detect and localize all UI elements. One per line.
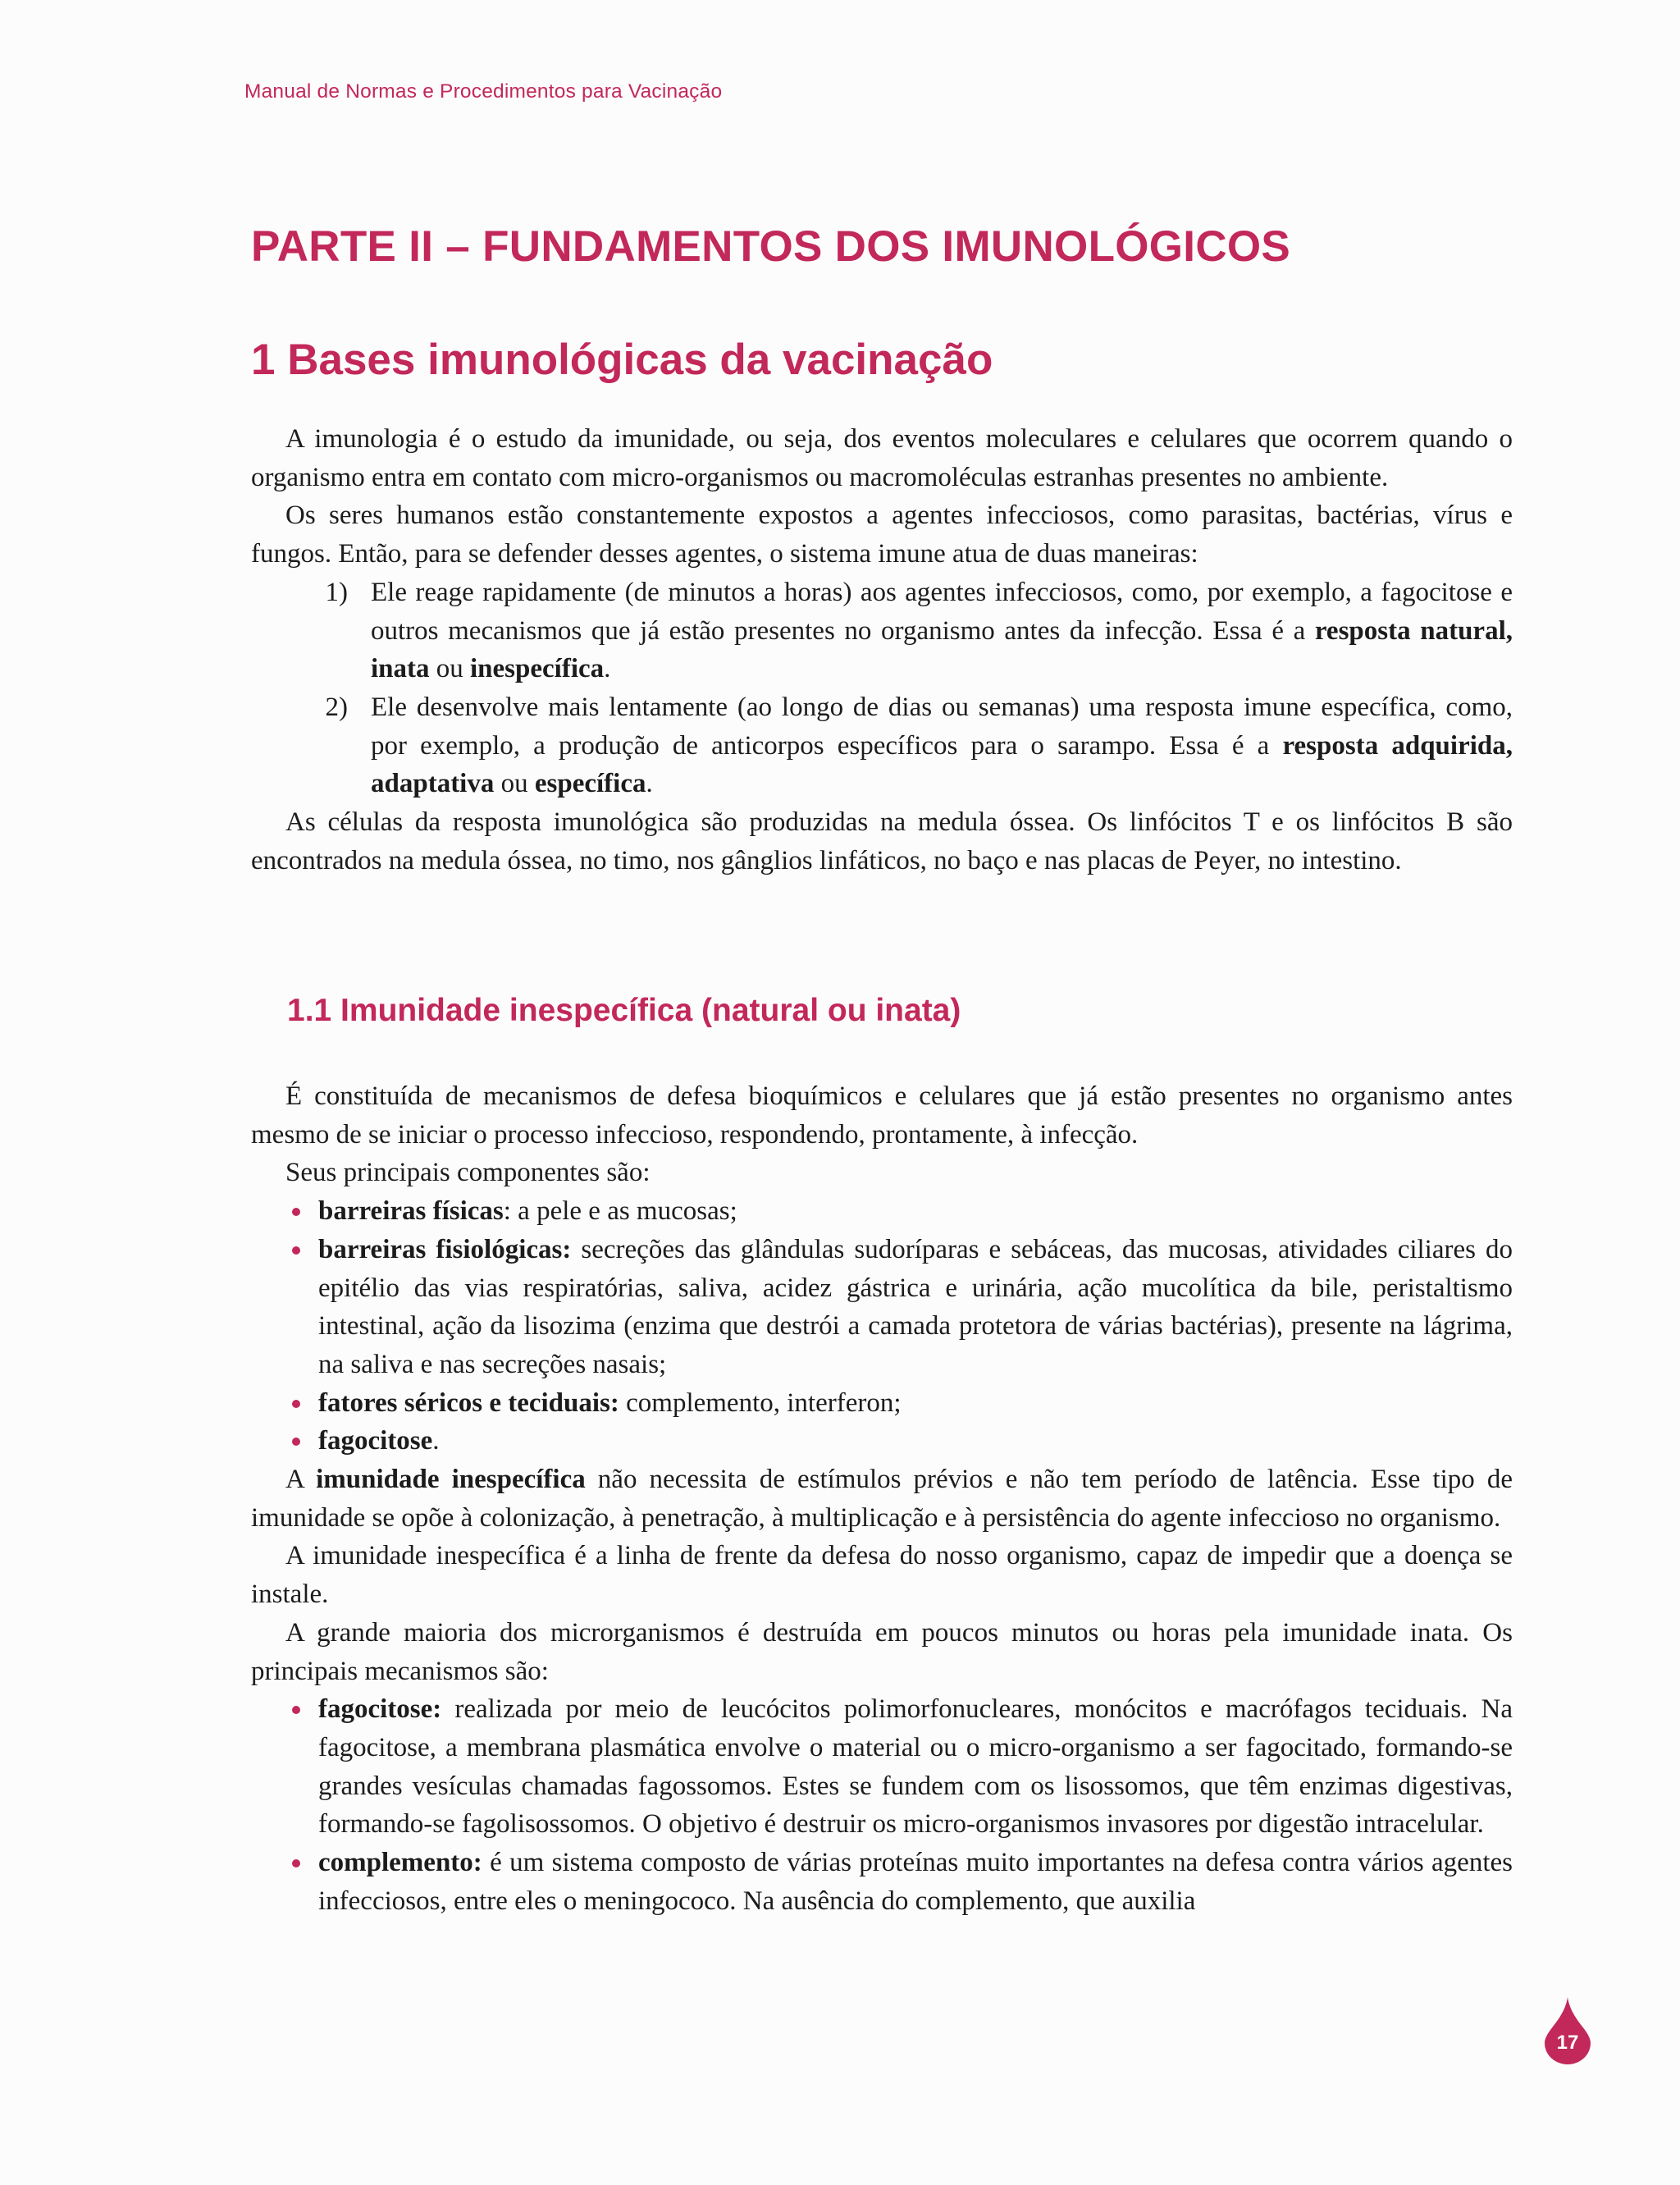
subsection-title: 1.1 Imunidade inespecífica (natural ou inata) [287, 993, 961, 1028]
bullet-icon [251, 1231, 318, 1384]
page-number: 17 [1556, 2032, 1579, 2054]
running-header: Manual de Normas e Procedimentos para Vacinação [244, 80, 723, 103]
list-item [251, 688, 1513, 803]
bullet-item [251, 1231, 1513, 1384]
list-item-text: Ele reage rapidamente (de minutos a horas) aos agentes infecciosos, como, por exemplo, a fagocitose e outros mecanismos que já estão presentes no organismo antes da infecção. Essa é a resposta natural, inata ou inespecífica. [371, 577, 1513, 684]
section-body [251, 420, 1513, 880]
paragraph: A imunidade inespecífica não necessita de estímulos prévios e não tem período de latência. Esse tipo de imunidade se opõe à colonização, à penetração, à multiplicação e à persistência do agente infeccioso no organismo. [251, 1465, 1513, 1533]
bullet-text: fagocitose: realizada por meio de leucócitos polimorfonucleares, monócitos e macrófagos teciduais. Na fagocitose, a membrana plasmática envolve o material ou o micro-organismo a ser fagocitado, formando-se grandes vesículas chamadas fagossomos. Estes se fundem com os lisossomos, que têm enzimas digestivas, formando-se fagolisossomos. O objetivo é destruir os micro-organismos invasores por digestão intracelular. [318, 1694, 1513, 1840]
bullet-item [251, 1384, 1513, 1423]
bullet-item [251, 1422, 1513, 1460]
paragraph: Seus principais componentes são: [285, 1158, 651, 1188]
list-item-text: Ele desenvolve mais lentamente (ao longo de dias ou semanas) uma resposta imune específica, como, por exemplo, a produção de anticorpos específicos para o sarampo. Essa é a resposta adquirida, adaptativa ou específica. [371, 692, 1513, 799]
bullet-icon [251, 1422, 318, 1460]
list-number: 1) [325, 577, 348, 607]
subsection-body [251, 1077, 1513, 1920]
bullet-icon [251, 1844, 318, 1920]
bullet-item [251, 1690, 1513, 1844]
paragraph: As células da resposta imunológica são produzidas na medula óssea. Os linfócitos T e os linfócitos B são encontrados na medula óssea, no timo, nos gânglios linfáticos, no baço e nas placas de Peyer, no intestino. [251, 807, 1513, 875]
paragraph: A imunologia é o estudo da imunidade, ou seja, dos eventos moleculares e celulares que ocorrem quando o organismo entra em contato com micro-organismos ou macromoléculas estranhas presentes no ambiente. [251, 424, 1513, 492]
section-title: 1 Bases imunológicas da vacinação [251, 336, 993, 384]
bullet-icon [251, 1192, 318, 1231]
paragraph: A imunidade inespecífica é a linha de frente da defesa do nosso organismo, capaz de impedir que a doença se instale. [251, 1541, 1513, 1610]
paragraph: A grande maioria dos microrganismos é destruída em poucos minutos ou horas pela imunidade inata. Os principais mecanismos são: [251, 1617, 1513, 1686]
bullet-text: fagocitose. [318, 1426, 440, 1456]
bullet-item [251, 1844, 1513, 1920]
part-title: PARTE II – FUNDAMENTOS DOS IMUNOLÓGICOS [251, 222, 1291, 271]
bullet-text: barreiras físicas: a pele e as mucosas; [318, 1196, 737, 1227]
paragraph: Os seres humanos estão constantemente expostos a agentes infecciosos, como parasitas, bactérias, vírus e fungos. Então, para se defender desses agentes, o sistema imune atua de duas maneiras: [251, 501, 1513, 569]
list-item [251, 574, 1513, 688]
bullet-text: fatores séricos e teciduais: complemento, interferon; [318, 1387, 902, 1418]
list-number: 2) [325, 692, 348, 722]
bullet-icon [251, 1384, 318, 1423]
page-number-badge [1545, 1997, 1591, 2064]
bullet-icon [251, 1690, 318, 1844]
paragraph: É constituída de mecanismos de defesa bioquímicos e celulares que já estão presentes no organismo antes mesmo de se iniciar o processo infeccioso, respondendo, prontamente, à infecção. [251, 1081, 1513, 1150]
bullet-text: barreiras fisiológicas: secreções das glândulas sudoríparas e sebáceas, das mucosas, atividades ciliares do epitélio das vias respiratórias, saliva, acidez gástrica e urinária, ação mucolítica da bile, peristaltismo intestinal, ação da lisozima (enzima que destrói a camada protetora de várias bactérias), presente na lágrima, na saliva e nas secreções nasais; [318, 1234, 1513, 1379]
bullet-item [251, 1192, 1513, 1231]
bullet-text: complemento: é um sistema composto de várias proteínas muito importantes na defesa contra vários agentes infecciosos, entre eles o meningococo. Na ausência do complemento, que auxilia [318, 1848, 1513, 1916]
